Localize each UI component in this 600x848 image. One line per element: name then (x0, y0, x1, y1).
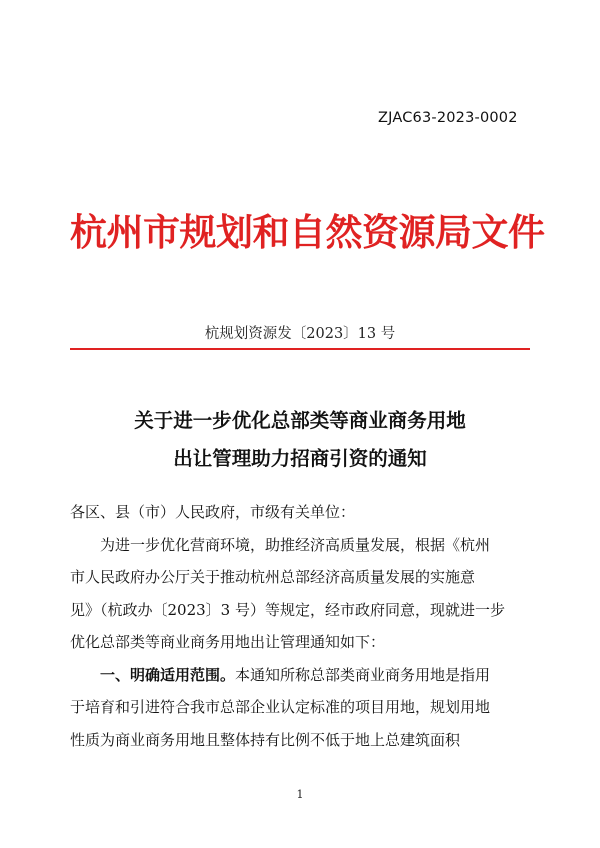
addressee: 各区、县（市）人民政府，市级有关单位： (70, 503, 356, 521)
notice-title-line-2: 出让管理助力招商引资的通知 (173, 447, 427, 470)
document-body (70, 496, 530, 756)
page-number: 1 (296, 788, 304, 801)
red-divider (70, 348, 530, 350)
issuer-header: 杭州市规划和自然资源局文件 (70, 210, 545, 254)
paragraph-1-line: 市人民政府办公厅关于推动杭州总部经济高质量发展的实施意 (70, 568, 476, 586)
paragraph-1-line: 优化总部类等商业商务用地出让管理通知如下： (70, 633, 386, 651)
section-1-text: 本通知所称总部类商业商务用地是指用 (235, 665, 491, 684)
paragraph-1-line: 为进一步优化营商环境，助推经济高质量发展，根据《杭州 (100, 535, 491, 554)
doc-number: 杭规划资源发〔2023〕13 号 (204, 326, 396, 342)
paragraph-1-line: 见》（杭政办〔2023〕3 号）等规定，经市政府同意，现就进一步 (70, 600, 505, 619)
section-1-heading: 一、明确适用范围。 (100, 665, 236, 684)
section-1-first-line (70, 659, 530, 692)
notice-title-line-1: 关于进一步优化总部类等商业商务用地 (134, 409, 466, 432)
section-1-line: 于培育和引进符合我市总部企业认定标准的项目用地，规划用地 (70, 698, 491, 716)
notice-title (70, 402, 530, 478)
section-1-line: 性质为商业商务用地且整体持有比例不低于地上总建筑面积 (70, 730, 461, 749)
doc-id: ZJAC63-2023-0002 (378, 110, 518, 126)
